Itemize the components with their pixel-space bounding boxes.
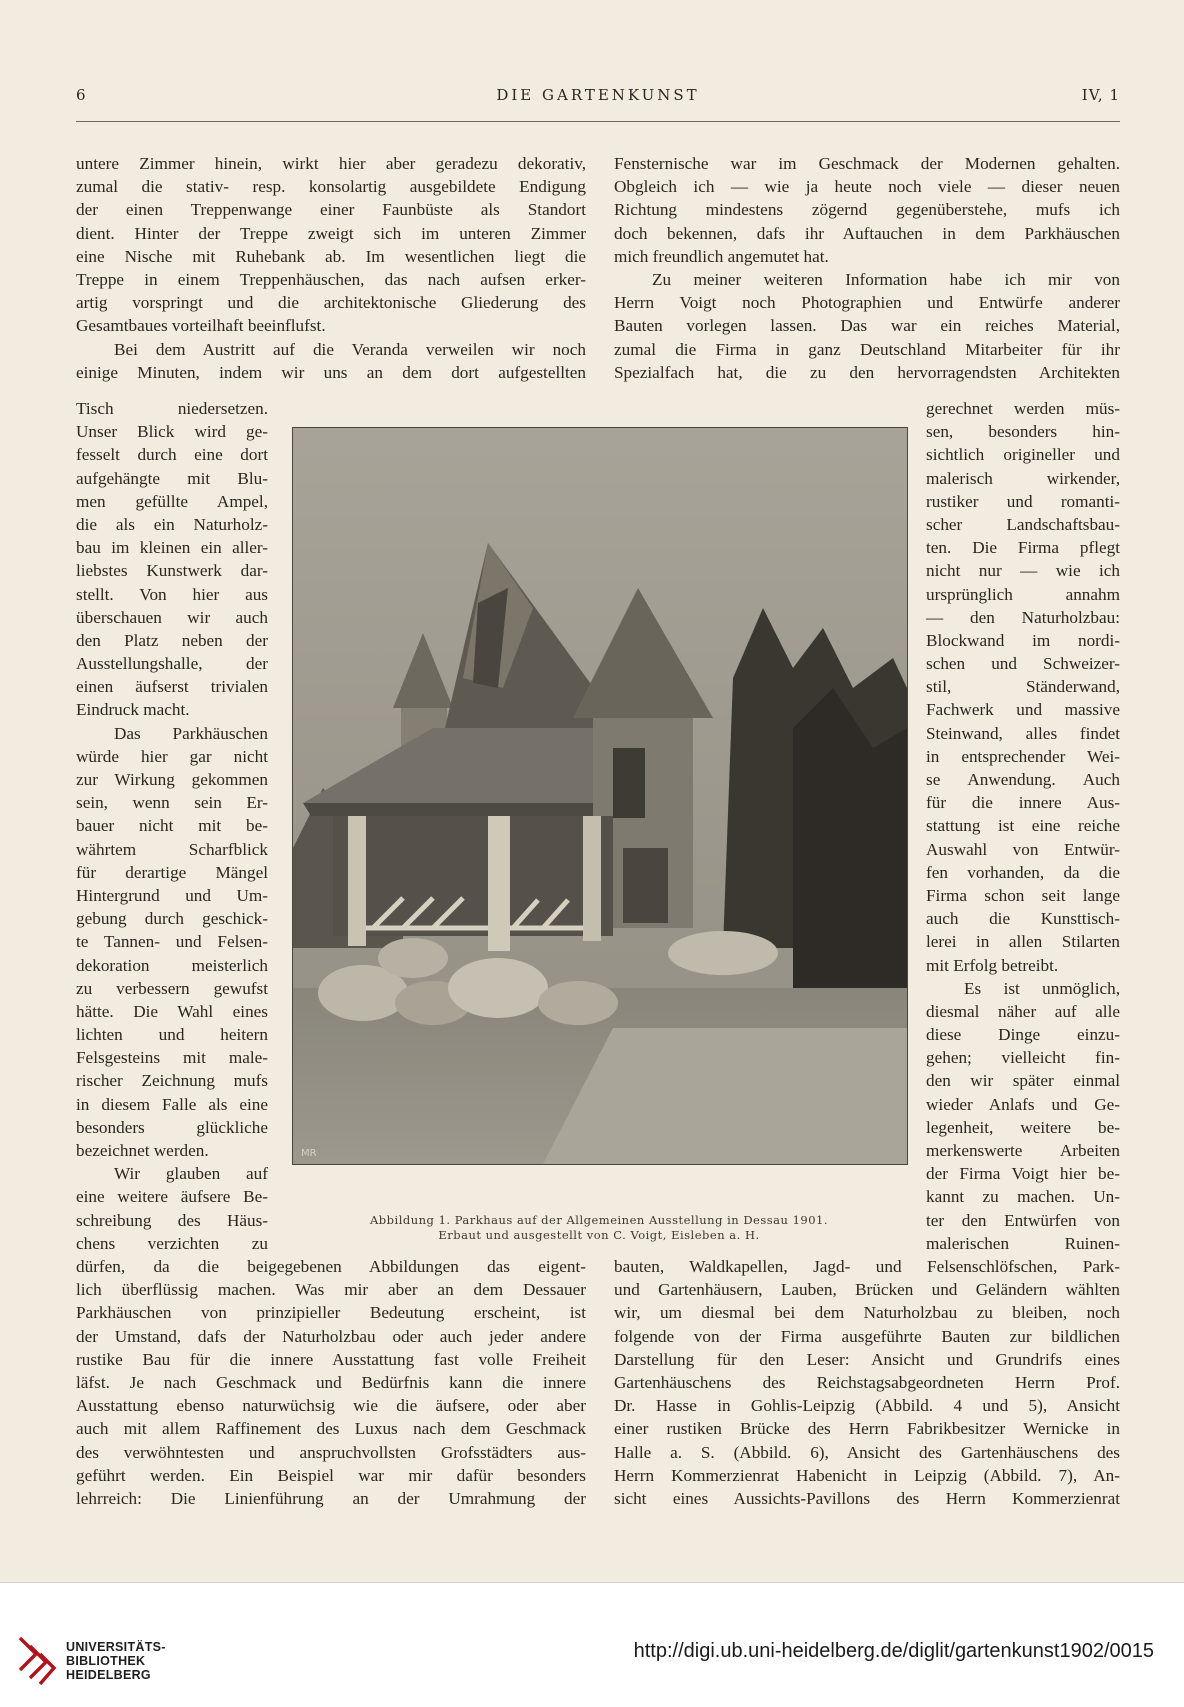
text-line: fen vorhanden, da die — [926, 862, 1120, 882]
text-line: Ausstellungshalle, der — [76, 654, 268, 674]
library-name — [66, 1640, 166, 1682]
page-number: 6 — [76, 86, 87, 104]
text-line: stellt. Von hier aus — [76, 584, 268, 604]
text-line: bau im kleinen ein aller- — [76, 538, 268, 558]
text-line: kannt zu machen. Un- — [926, 1187, 1120, 1207]
library-line-2: BIBLIOTHEK — [66, 1654, 146, 1668]
photo-signature: MR — [301, 1148, 317, 1159]
text-line: einige Minuten, indem wir uns an dem dort aufgestellten — [76, 362, 586, 382]
text-line: würde hier gar nicht — [76, 746, 268, 766]
text-line: Dr. Hasse in Gohlis-Leipzig (Abbild. 4 und 5), Ansicht — [614, 1396, 1120, 1416]
text-line: Herrn Voigt noch Photographien und Entwürfe anderer — [614, 293, 1120, 313]
text-line: wir, um diesmal bei dem Naturholzbau zu bleiben, noch — [614, 1303, 1120, 1323]
text-line: der einen Treppenwange einer Faunbüste als Standort — [76, 200, 586, 220]
text-line: schreibung des Häus- — [76, 1210, 268, 1230]
text-line: gehen; vielleicht fin- — [926, 1048, 1120, 1068]
text-line: schen und Schweizer- — [926, 654, 1120, 674]
text-line: Bei dem Austritt auf die Veranda verweilen wir noch — [114, 339, 586, 359]
parkhaus-photo — [293, 428, 907, 1164]
text-line: in entsprechender Wei- — [926, 746, 1120, 766]
text-line: folgende von der Firma ausgeführte Bauten zur bildlichen — [614, 1326, 1120, 1346]
text-line: dient. Hinter der Treppe zweigt sich im unteren Zimmer — [76, 223, 586, 243]
text-line: Auswahl von Entwür- — [926, 839, 1120, 859]
text-line: des verwöhntesten und anspruchvollsten Grofsstädters aus- — [76, 1442, 586, 1462]
text-line: bauer nicht mit be- — [76, 816, 268, 836]
text-line: zumal die stativ- resp. konsolartig ausgebildete Endigung — [76, 177, 586, 197]
text-line: eine weitere äufsere Be- — [76, 1187, 268, 1207]
text-line: geführt werden. Ein Beispiel war mir dafür besonders — [76, 1465, 586, 1485]
text-line: für die innere Aus- — [926, 793, 1120, 813]
text-line: Hintergrund und Um- — [76, 885, 268, 905]
text-line: sicht eines Aussichts-Pavillons des Herrn Kommerzienrat — [614, 1488, 1120, 1508]
text-line: lichten und heitern — [76, 1025, 268, 1045]
text-line: untere Zimmer hinein, wirkt hier aber geradezu dekorativ, — [76, 154, 586, 173]
text-line: Eindruck macht. — [76, 700, 190, 720]
text-line: — den Naturholzbau: — [926, 607, 1120, 627]
text-line: Spezialfach hat, die zu den hervorragendsten Architekten — [614, 362, 1120, 382]
journal-title: DIE GARTENKUNST — [496, 86, 700, 104]
text-line: dürfen, da die beigegebenen Abbildungen das eigent- — [76, 1257, 586, 1276]
text-line: malerischen Ruinen- — [926, 1233, 1120, 1253]
text-line: gerechnet werden müs- — [926, 399, 1120, 418]
text-line: mich freundlich angemutet hat. — [614, 246, 829, 266]
text-line: diese Dinge einzu- — [926, 1025, 1120, 1045]
caption-line-1: Abbildung 1. Parkhaus auf der Allgemeinen Ausstellung in Dessau 1901. — [370, 1213, 828, 1227]
text-line: Parkhäuschen von prinzipieller Bedeutung erscheint, ist — [76, 1303, 586, 1323]
text-line: einer rustiken Brücke des Herrn Fabrikbesitzer Wernicke in — [614, 1419, 1120, 1439]
library-line-3: HEIDELBERG — [66, 1668, 151, 1682]
text-line: Fachwerk und massive — [926, 700, 1120, 720]
text-line: Darstellung für den Leser: Ansicht und Grundrifs eines — [614, 1349, 1120, 1369]
text-line: se Anwendung. Auch — [926, 770, 1120, 789]
right-column-bottom — [614, 1255, 1120, 1510]
text-line: ter den Entwürfen von — [926, 1210, 1120, 1230]
university-library-logo-icon — [14, 1632, 58, 1688]
text-line: lerei in allen Stilarten — [926, 932, 1120, 952]
text-line: Wir glauben auf — [114, 1164, 268, 1184]
running-header — [76, 86, 1120, 110]
left-column-bottom — [76, 1255, 586, 1510]
text-line: auch die Kunsttisch- — [926, 909, 1120, 929]
left-column-top — [76, 152, 586, 384]
right-column-narrow — [926, 397, 1120, 1255]
text-line: sein, wenn sein Er- — [76, 793, 268, 813]
text-line: eine Nische mit Ruhebank ab. Im wesentlichen liegt die — [76, 246, 586, 266]
text-line: ten. Die Firma pflegt — [926, 538, 1120, 558]
figure-photograph — [292, 427, 908, 1165]
text-line: der Firma Voigt hier be- — [926, 1164, 1120, 1184]
header-rule — [76, 121, 1120, 122]
text-line: der Umstand, dafs der Naturholzbau oder auch jeder andere — [76, 1326, 586, 1346]
text-line: Treppe in einem Treppenhäuschen, das nach aufsen erker- — [76, 269, 586, 289]
text-line: merkenswerte Arbeiten — [926, 1141, 1120, 1160]
text-line: hätte. Die Wahl eines — [76, 1001, 268, 1021]
text-line: Zu meiner weiteren Information habe ich mir von — [652, 269, 1120, 289]
text-line: die als ein Naturholz- — [76, 514, 268, 534]
text-line: Richtung mindestens zögernd gegenüberstehe, mufs ich — [614, 200, 1120, 220]
text-line: Halle a. S. (Abbild. 6), Ansicht des Gartenhäuschens des — [614, 1442, 1120, 1462]
text-line: wieder Anlafs und Ge- — [926, 1094, 1120, 1114]
text-line: Gesamtbaues vorteilhaft beeinflufst. — [76, 316, 326, 336]
figure-caption — [292, 1213, 906, 1243]
text-line: Bauten vorlegen lassen. Das war ein reiches Material, — [614, 316, 1120, 336]
text-line: läfst. Je nach Geschmack und Bedürfnis kann die innere — [76, 1372, 586, 1392]
text-line: te Tannen- und Felsen- — [76, 932, 268, 952]
text-line: Blockwand im nordi- — [926, 630, 1120, 650]
text-line: stattung ist eine reiche — [926, 816, 1120, 836]
text-line: rustike Bau für die innere Ausstattung fast volle Freiheit — [76, 1349, 586, 1369]
text-line: ursprünglich annahm — [926, 584, 1120, 604]
text-line: zur Wirkung gekommen — [76, 770, 268, 789]
text-line: men gefüllte Ampel, — [76, 491, 268, 511]
text-line: Unser Blick wird ge- — [76, 422, 268, 442]
text-line: rischer Zeichnung mufs — [76, 1071, 268, 1091]
text-line: auch mit allem Raffinement des Luxus nach dem Geschmack — [76, 1419, 586, 1439]
text-line: Ausstattung ebenso naturwüchsig wie die äufsere, oder aber — [76, 1396, 586, 1416]
text-line: sichtlich origineller und — [926, 445, 1120, 465]
text-line: artig vorspringt und die architektonische Gliederung des — [76, 293, 586, 313]
text-line: aufgehängte mit Blu- — [76, 468, 268, 488]
right-column-top — [614, 152, 1120, 384]
text-line: scher Landschaftsbau- — [926, 514, 1120, 534]
text-line: Gartenhäuschens des Reichstagsabgeordneten Herrn Prof. — [614, 1372, 1120, 1392]
text-line: doch bekennen, dafs ihr Auftauchen in dem Parkhäuschen — [614, 223, 1120, 243]
text-line: Obgleich ich — wie ja heute noch viele — dieser neuen — [614, 177, 1120, 197]
text-line: währtem Scharfblick — [76, 839, 268, 859]
text-line: Das Parkhäuschen — [114, 723, 268, 743]
text-line: zu verbessern gewufst — [76, 978, 268, 998]
text-line: bezeichnet werden. — [76, 1141, 209, 1160]
text-line: Tisch niedersetzen. — [76, 399, 268, 418]
text-line: für derartige Mängel — [76, 862, 268, 882]
volume-number: IV, 1 — [1081, 86, 1120, 104]
text-line: liebstes Kunstwerk dar- — [76, 561, 268, 581]
text-line: legenheit, weitere be- — [926, 1117, 1120, 1137]
text-line: fesselt durch eine dort — [76, 445, 268, 465]
text-line: sen, besonders hin- — [926, 422, 1120, 442]
text-line: einen äufserst trivialen — [76, 677, 268, 697]
text-line: lich überflüssig machen. Was mir aber an dem Dessauer — [76, 1280, 586, 1300]
source-url-link[interactable]: http://digi.ub.uni-heidelberg.de/diglit/gartenkunst1902/0015 — [633, 1640, 1154, 1662]
library-line-1: UNIVERSITÄTS- — [66, 1640, 166, 1654]
text-line: malerisch wirkender, — [926, 468, 1120, 488]
text-line: überschauen wir auch — [76, 607, 268, 627]
text-line: Firma schon seit lange — [926, 885, 1120, 905]
text-line: Es ist unmöglich, — [964, 978, 1120, 998]
left-column-narrow — [76, 397, 268, 1255]
caption-line-2: Erbaut und ausgestellt von C. Voigt, Eisleben a. H. — [438, 1228, 760, 1242]
text-line: Fensternische war im Geschmack der Modernen gehalten. — [614, 154, 1120, 173]
text-line: Herrn Kommerzienrat Habenicht in Leipzig (Abbild. 7), An- — [614, 1465, 1120, 1485]
text-line: gebung durch geschick- — [76, 909, 268, 929]
text-line: und Gartenhäusern, Lauben, Brücken und Geländern wählten — [614, 1280, 1120, 1300]
text-line: Felsgesteins mit male- — [76, 1048, 268, 1068]
text-line: mit Erfolg betreibt. — [926, 955, 1059, 975]
text-line: den wir später einmal — [926, 1071, 1120, 1091]
text-line: Steinwand, alles findet — [926, 723, 1120, 743]
text-line: den Platz neben der — [76, 630, 268, 650]
text-line: bauten, Waldkapellen, Jagd- und Felsenschlöfschen, Park- — [614, 1257, 1120, 1276]
text-line: in diesem Falle als eine — [76, 1094, 268, 1114]
text-line: diesmal näher auf alle — [926, 1001, 1120, 1021]
text-line: lehrreich: Die Linienführung an der Umrahmung der — [76, 1488, 586, 1508]
text-line: besonders glückliche — [76, 1117, 268, 1137]
text-line: chens verzichten zu — [76, 1233, 268, 1253]
text-line: nicht nur — wie ich — [926, 561, 1120, 581]
text-line: zumal die Firma in ganz Deutschland Mitarbeiter für ihr — [614, 339, 1120, 359]
text-line: rustiker und romanti- — [926, 491, 1120, 511]
text-line: dekoration meisterlich — [76, 955, 268, 975]
text-line: stil, Ständerwand, — [926, 677, 1120, 697]
